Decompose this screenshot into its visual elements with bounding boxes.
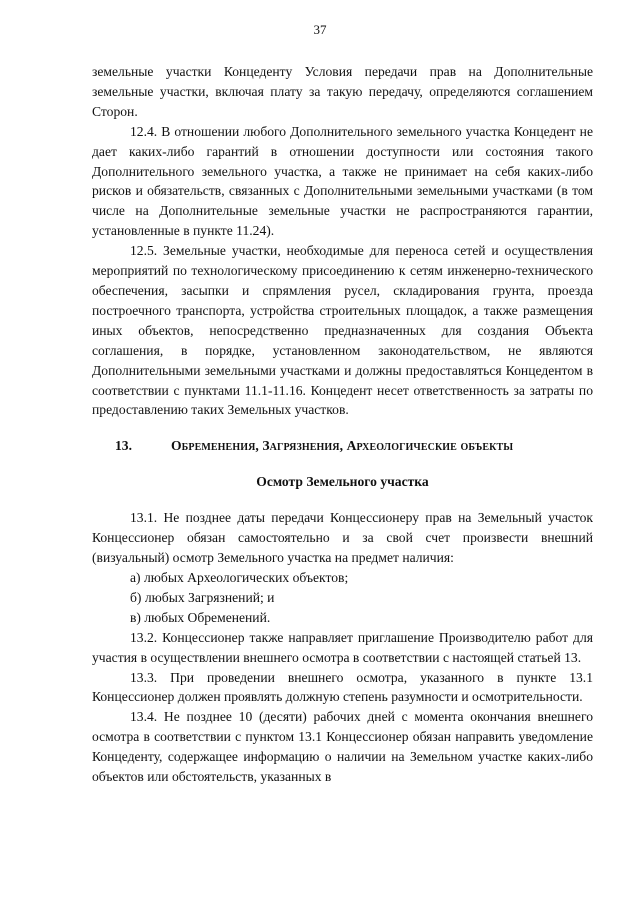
list-item: а) любых Археологических объектов; bbox=[130, 570, 349, 586]
paragraph-continuation: земельные участки Концеденту Условия передачи прав на Дополнительные земельные участки, включая плату за такую передачу, определяются соглашением Сторон. bbox=[92, 64, 593, 119]
page-body bbox=[92, 62, 593, 787]
paragraph-13-3: 13.3. При проведении внешнего осмотра, указанного в пункте 13.1 Концессионер должен проявлять должную степень разумности и осмотрительности. bbox=[92, 669, 593, 705]
paragraph-12-5: 12.5. Земельные участки, необходимые для переноса сетей и осуществления мероприятий по технологическому присоединению к сетям инженерно-технического обеспечения, засыпки и спрямления русел, складирования грунта, проезда построечного транспорта, устройства строительных площадок, а также размещения иных объектов, непосредственно предназначенных для создания Объекта соглашения, в порядке, установленном законодательством, не являются Дополнительными земельными участками и должны предоставляться Концедентом в соответствии с пунктами 11.1-11.16. Концедент несет ответственность за затраты по предоставлению таких Земельных участков. bbox=[92, 243, 593, 418]
list-item: в) любых Обременений. bbox=[130, 609, 271, 625]
paragraph-13-2: 13.2. Концессионер также направляет приглашение Производителю работ для участия в осуществлении внешнего осмотра в соответствии с настоящей статьей 13. bbox=[92, 629, 593, 665]
section-number: 13. bbox=[115, 438, 132, 454]
paragraph-12-4: 12.4. В отношении любого Дополнительного земельного участка Концедент не дает каких-либо гарантий в отношении доступности или состояния такого Дополнительного земельного участка, а также не принимает на себя каких-либо рисков и обязательств, связанных с Дополнительными земельными участками (в том числе на Дополнительные земельные участки не распространяются гарантии, установленные в пункте 11.24). bbox=[92, 123, 593, 239]
paragraph-13-1: 13.1. Не позднее даты передачи Концессионеру прав на Земельный участок Концессионер обязан самостоятельно и за свой счет произвести внешний (визуальный) осмотр Земельного участка на предмет наличия: bbox=[92, 510, 593, 566]
page-number: 37 bbox=[313, 22, 327, 37]
section-title: Обременения, Загрязнения, Археологические объекты bbox=[171, 438, 514, 454]
subheading: Осмотр Земельного участка bbox=[256, 474, 429, 490]
paragraph-13-4: 13.4. Не позднее 10 (десяти) рабочих дней с момента окончания внешнего осмотра в соответствии с пунктом 13.1 Концессионер обязан направить уведомление Концеденту, содержащее информацию о наличии на Земельном участке каких-либо объектов или обстоятельств, указанных в bbox=[92, 709, 593, 785]
section-heading bbox=[92, 436, 593, 456]
list-item: б) любых Загрязнений; и bbox=[130, 589, 275, 605]
